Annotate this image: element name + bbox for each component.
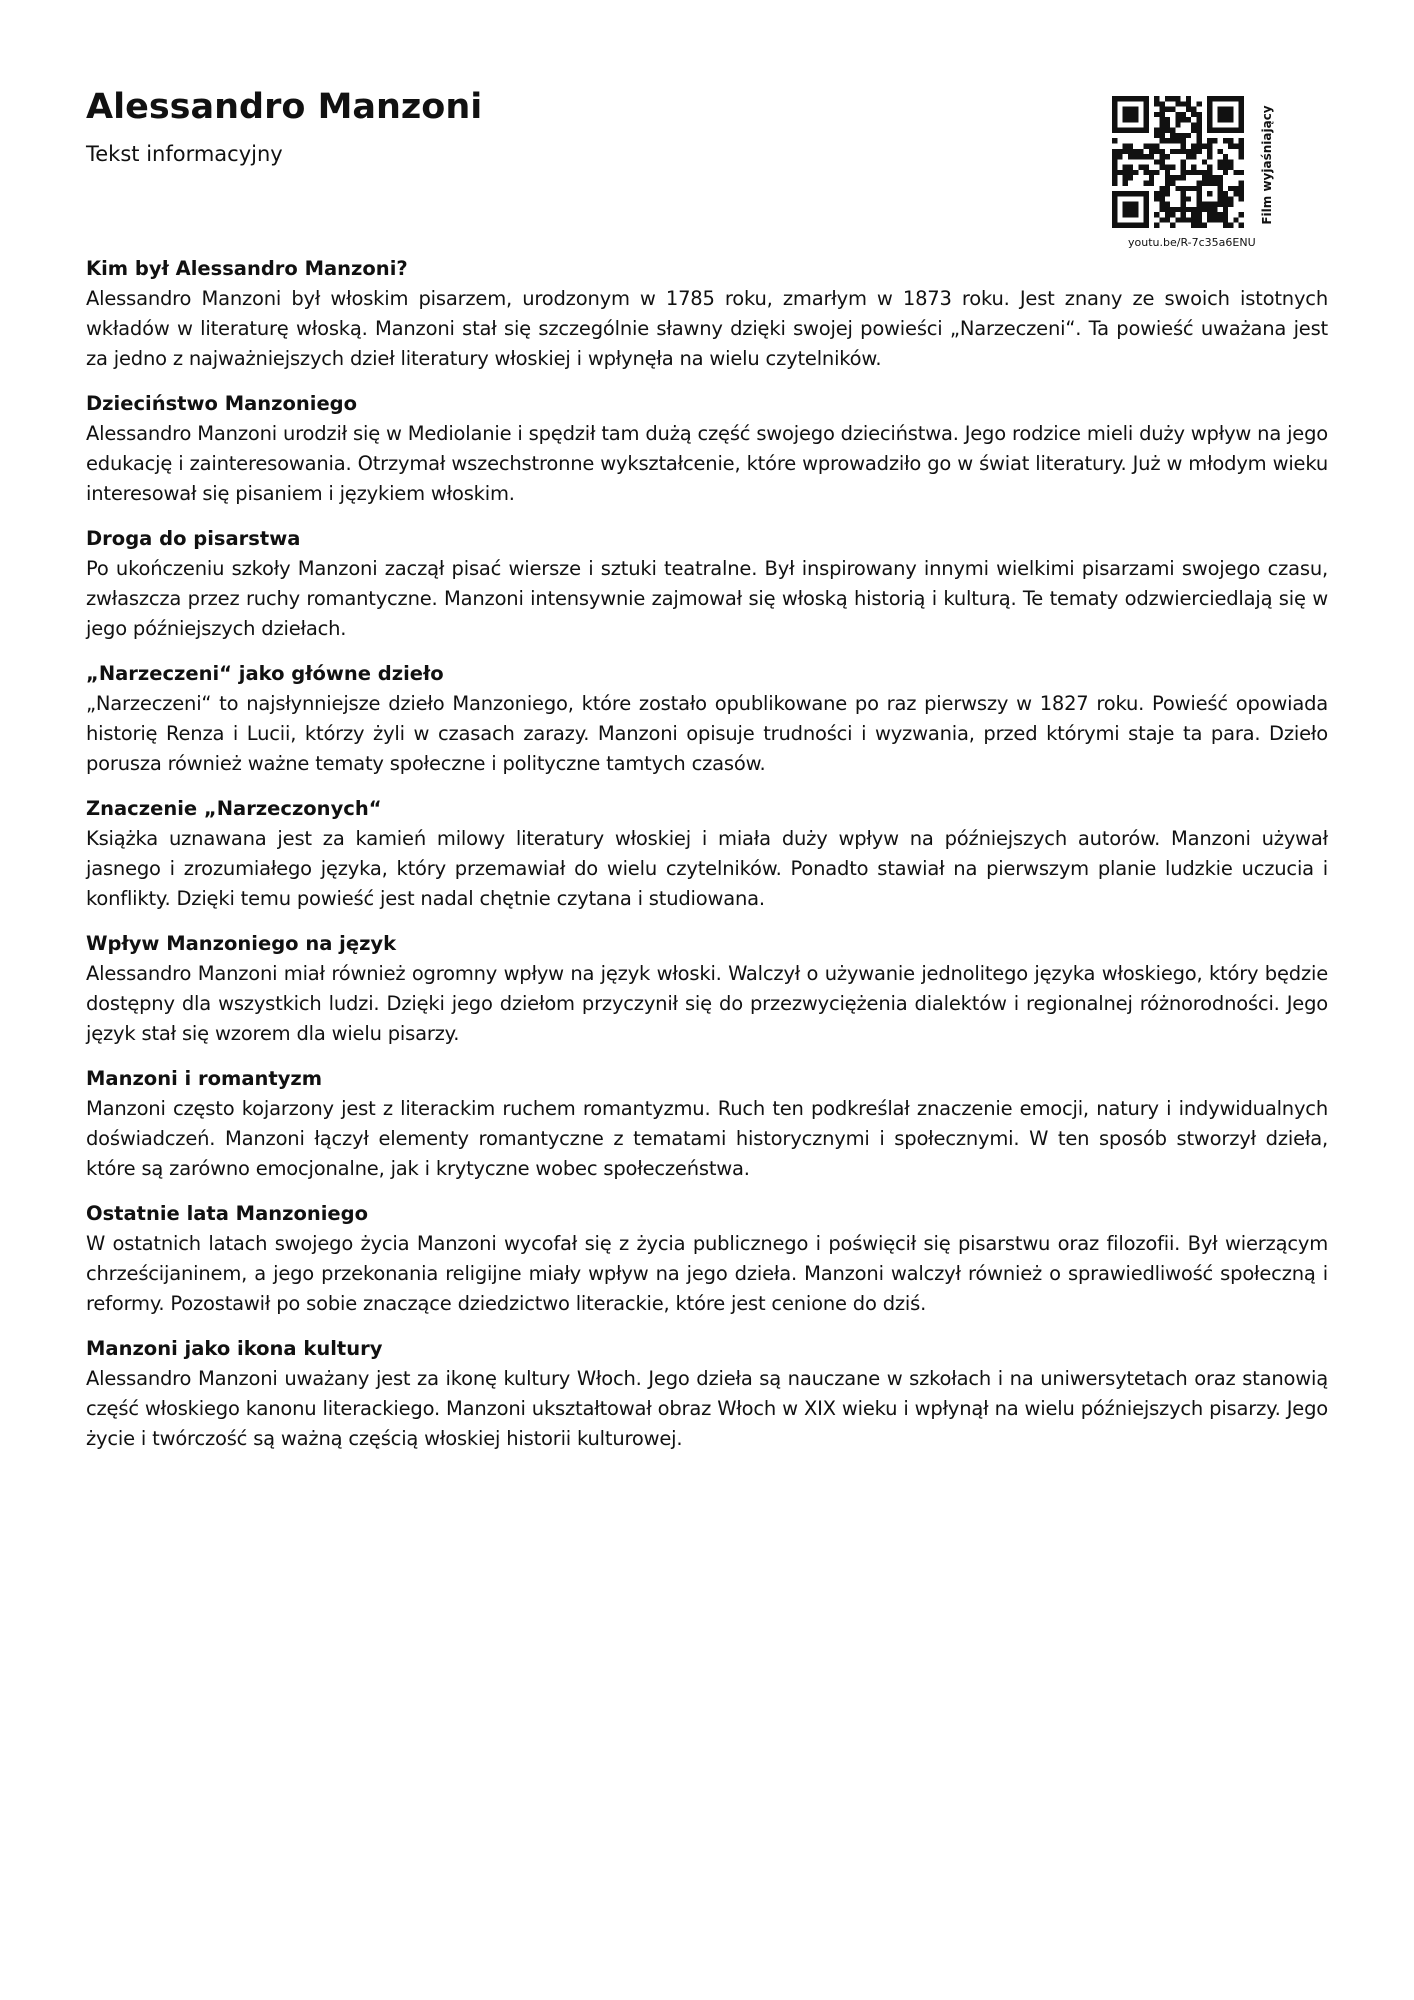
section-heading: Manzoni jako ikona kultury [86, 1337, 383, 1360]
section-paragraph: Alessandro Manzoni uważany jest za ikonę kultury Włoch. Jego dzieła są nauczane w szkołach i na uniwersytetach oraz stanowią część włoskiego kanonu literackiego. Manzoni ukształtował obraz Włoch w XIX wieku i wpłynął na wielu późniejszych pisarzy. Jego życie i twórczość są ważną częścią włoskiej historii kulturowej. [86, 1367, 1328, 1450]
section-paragraph: Książka uznawana jest za kamień milowy literatury włoskiej i miała duży wpływ na późniejszych autorów. Manzoni używał jasnego i zrozumiałego języka, który przemawiał do wielu czytelników. Ponadto stawiał na pierwszym planie ludzkie uczucia i konflikty. Dzięki temu powieść jest nadal chętnie czytana i studiowana. [86, 827, 1328, 910]
page-subtitle: Tekst informacyjny [86, 142, 283, 166]
qr-block [1112, 96, 1282, 256]
article-body [86, 254, 1328, 1469]
section-heading: Znaczenie „Narzeczonych“ [86, 797, 382, 820]
section-cultural-icon [86, 1334, 1328, 1454]
section-language-influence [86, 929, 1328, 1049]
section-paragraph: Manzoni często kojarzony jest z literackim ruchem romantyzmu. Ruch ten podkreślał znaczenie emocji, natury i indywidualnych doświadczeń. Manzoni łączył elementy romantyczne z tematami historycznymi i społecznymi. W ten sposób stworzył dzieła, które są zarówno emocjonalne, jak i krytyczne wobec społeczeństwa. [86, 1097, 1328, 1180]
section-paragraph: Alessandro Manzoni był włoskim pisarzem, urodzonym w 1785 roku, zmarłym w 1873 roku. Jest znany ze swoich istotnych wkładów w literaturę włoską. Manzoni stał się szczególnie sławny dzięki swojej powieści „Narzeczeni“. Ta powieść uważana jest za jedno z najważniejszych dzieł literatury włoskiej i wpłynęła na wielu czytelników. [86, 287, 1328, 370]
section-heading: Kim był Alessandro Manzoni? [86, 257, 408, 280]
section-heading: Ostatnie lata Manzoniego [86, 1202, 369, 1225]
section-heading: Droga do pisarstwa [86, 527, 301, 550]
section-paragraph: Po ukończeniu szkoły Manzoni zaczął pisać wiersze i sztuki teatralne. Był inspirowany innymi wielkimi pisarzami swojego czasu, zwłaszcza przez ruchy romantyczne. Manzoni intensywnie zajmował się włoską historią i kulturą. Te tematy odzwierciedlają się w jego późniejszych dziełach. [86, 557, 1328, 640]
page-title: Alessandro Manzoni [86, 87, 483, 127]
section-heading: Wpływ Manzoniego na język [86, 932, 397, 955]
qr-side-label: Film wyjaśniający [1260, 105, 1274, 225]
qr-url-link[interactable]: youtu.be/R-7c35a6ENU [1128, 236, 1256, 249]
section-childhood [86, 389, 1328, 509]
section-heading: „Narzeczeni“ jako główne dzieło [86, 662, 444, 685]
section-heading: Manzoni i romantyzm [86, 1067, 323, 1090]
section-significance [86, 794, 1328, 914]
section-paragraph: Alessandro Manzoni urodził się w Mediolanie i spędził tam dużą część swojego dzieciństwa. Jego rodzice mieli duży wpływ na jego edukację i zainteresowania. Otrzymał wszechstronne wykształcenie, które wprowadziło go w świat literatury. Już w młodym wieku interesował się pisaniem i językiem włoskim. [86, 422, 1328, 505]
section-betrothed-main-work [86, 659, 1328, 779]
section-paragraph: „Narzeczeni“ to najsłynniejsze dzieło Manzoniego, które zostało opublikowane po raz pierwszy w 1827 roku. Powieść opowiada historię Renza i Lucii, którzy żyli w czasach zarazy. Manzoni opisuje trudności i wyzwania, przed którymi staje ta para. Dzieło porusza również ważne tematy społeczne i polityczne tamtych czasów. [86, 692, 1328, 775]
section-path-to-writing [86, 524, 1328, 644]
section-who-was-manzoni [86, 254, 1328, 374]
section-paragraph: Alessandro Manzoni miał również ogromny wpływ na język włoski. Walczył o używanie jednolitego języka włoskiego, który będzie dostępny dla wszystkich ludzi. Dzięki jego dziełom przyczynił się do przezwyciężenia dialektów i regionalnej różnorodności. Jego język stał się wzorem dla wielu pisarzy. [86, 962, 1328, 1045]
section-last-years [86, 1199, 1328, 1319]
section-heading: Dzieciństwo Manzoniego [86, 392, 358, 415]
section-paragraph: W ostatnich latach swojego życia Manzoni wycofał się z życia publicznego i poświęcił się pisarstwu oraz filozofii. Był wierzącym chrześcijaninem, a jego przekonania religijne miały wpływ na jego dzieła. Manzoni walczył również o sprawiedliwość społeczną i reformy. Pozostawił po sobie znaczące dziedzictwo literackie, które jest cenione do dziś. [86, 1232, 1328, 1315]
section-romanticism [86, 1064, 1328, 1184]
qr-code-icon[interactable] [1112, 96, 1244, 228]
